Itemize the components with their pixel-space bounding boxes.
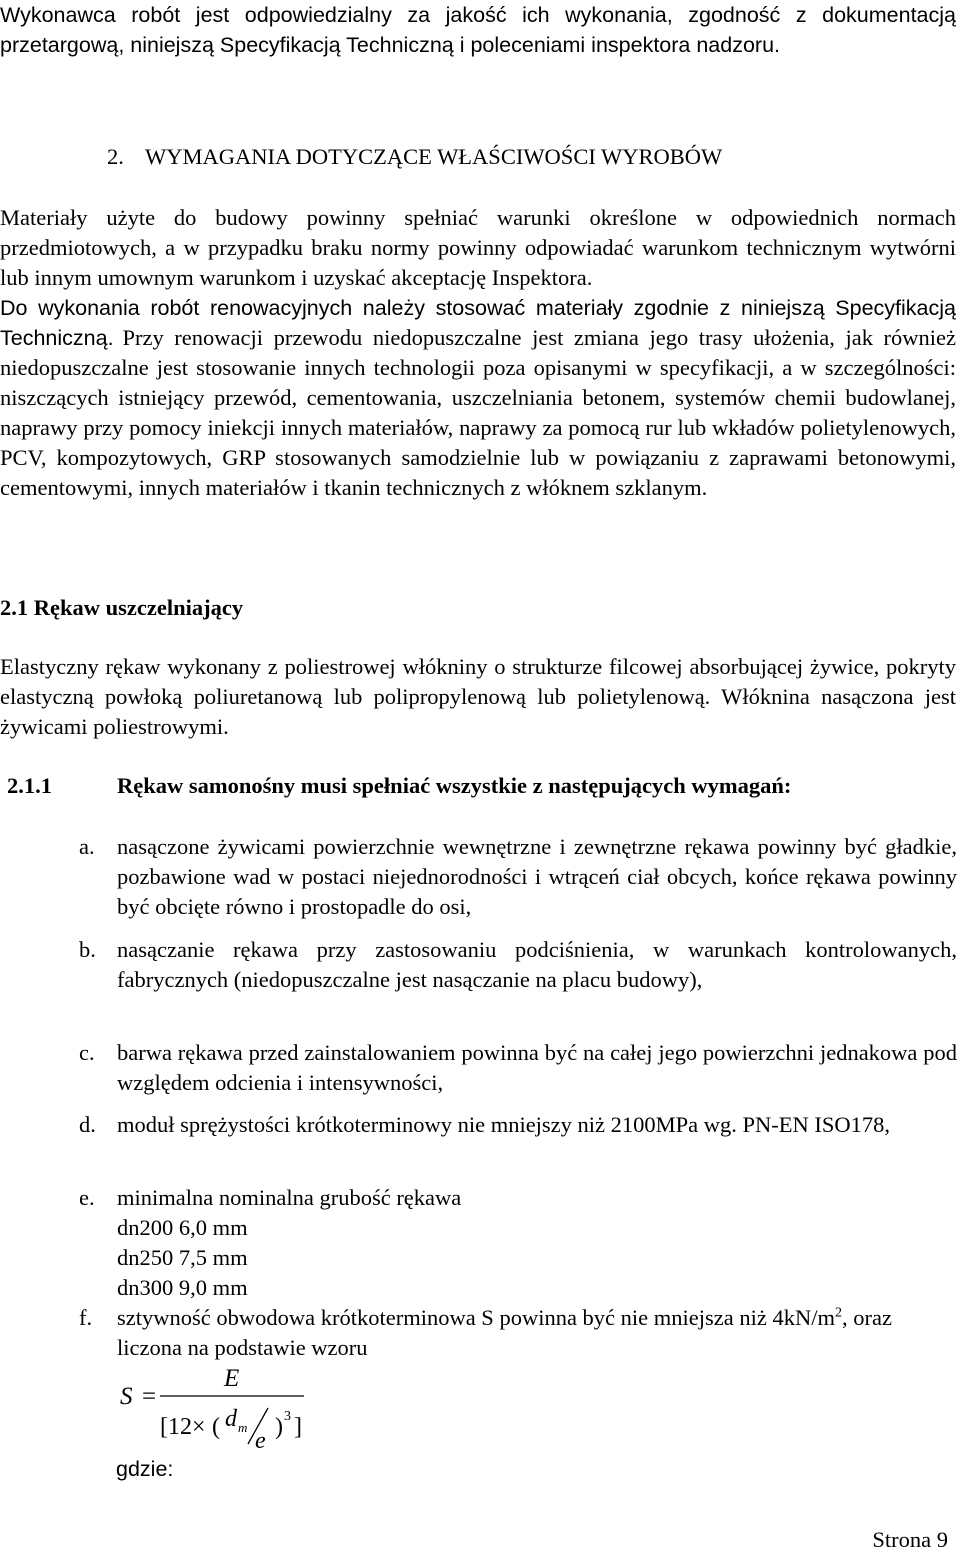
para2-rest: Przy renowacji przewodu niedopuszczalne jest zmiana jego trasy ułożenia, jak również niedopuszczalne jest stosowanie innych technologii poza opisanymi w specyfikacji, a w szczególności: niszczących istniejący przewód, cementowania, uszczelniania betonem, systemów chemii budowlanej, naprawy przy pomocy iniekcji innych materiałów, naprawy za pomocą rur lub wkładów polietylenowych, PCV, kompozytowych, GRP stosowanych samodzielnie lub w powiązaniu z zaprawami betonowymi, cementowymi, innych materiałów i tkanin technicznych z włóknem szklanym. — [0, 325, 957, 500]
list-text: barwa rękawa przed zainstalowaniem powinna być na całej jego powierzchni jednakowa pod względem odcienia i intensywności, — [117, 1040, 957, 1095]
list-text — [117, 1183, 957, 1303]
para2-lead: Do wykonania robót renowacyjnych należy stosować materiały zgodnie z niniejszą Specyfikacją Techniczną. — [0, 296, 956, 350]
list-label: b. — [79, 937, 96, 962]
formula-bracket-close: ] — [294, 1414, 302, 1440]
formula-cube: 3 — [284, 1409, 291, 1424]
section-2-heading — [107, 144, 722, 170]
section-2-1-1-heading — [7, 773, 791, 799]
list-text: nasączone żywicami powierzchnie wewnętrzne i zewnętrzne rękawa powinny być gładkie, pozbawione wad w postaci niejednorodności i wtrąceń ciał obcych, końce rękawa powinny być obcięte równo i prostopadle do osi, — [117, 834, 957, 919]
formula-equals: = — [142, 1383, 157, 1410]
formula-paren-close: ) — [275, 1414, 283, 1440]
list-item-d — [79, 1110, 957, 1140]
size-dn300: dn300 9,0 mm — [117, 1275, 248, 1300]
list-text — [117, 1303, 957, 1363]
section-2-title: WYMAGANIA DOTYCZĄCE WŁAŚCIWOŚCI WYROBÓW — [145, 144, 723, 169]
section-2-1-1-number: 2.1.1 — [7, 773, 52, 798]
formula-lhs: S — [120, 1383, 133, 1410]
list-label: e. — [79, 1185, 95, 1210]
formula-bracket-open: [12 — [160, 1414, 192, 1440]
list-label: c. — [79, 1040, 95, 1065]
formula-times: × — [192, 1414, 206, 1440]
section-2-1-heading: 2.1 Rękaw uszczelniający — [0, 595, 244, 620]
formula-d: d — [225, 1406, 237, 1432]
formula-numerator: E — [224, 1365, 240, 1392]
section-2-1-1-title: Rękaw samonośny musi spełniać wszystkie z następujących wymagań: — [117, 773, 792, 798]
list-item-b — [79, 935, 957, 995]
section-2-1-paragraph: Elastyczny rękaw wykonany z poliestrowej włókniny o strukturze filcowej absorbującej żywice, pokryty elastyczną powłoką poliuretanową lub polipropylenową lub polietylenową. Włóknina nasączona jest żywicami poliestrowymi. — [0, 654, 956, 739]
list-text: nasączanie rękawa przy zastosowaniu podciśnienia, w warunkach kontrolowanych, fabrycznych (niedopuszczalne jest nasączanie na placu budowy), — [117, 937, 957, 992]
where-label: gdzie: — [116, 1457, 174, 1481]
list-item-a — [79, 832, 957, 922]
stiffness-formula — [118, 1360, 378, 1450]
page-number: Strona 9 — [872, 1527, 948, 1552]
list-item-c — [79, 1038, 957, 1098]
item-f-sup: 2 — [835, 1305, 842, 1321]
formula-e: e — [255, 1428, 266, 1450]
size-dn250: dn250 7,5 mm — [117, 1245, 248, 1270]
section-2-number: 2. — [107, 144, 124, 169]
formula-sub-m: m — [238, 1420, 248, 1435]
item-f-text-a: sztywność obwodowa krótkoterminowa S powinna być nie mniejsza niż 4kN/m — [117, 1305, 835, 1330]
list-text: moduł sprężystości krótkoterminowy nie mniejszy niż 2100MPa wg. PN-EN ISO178, — [117, 1112, 891, 1137]
list-item-f — [79, 1303, 957, 1363]
section-2-paragraph-1: Materiały użyte do budowy powinny spełniać warunki określone w odpowiednich normach przedmiotowych, a w przypadku braku normy powinny odpowiadać warunkom technicznym wytwórni lub innym umownym warunkom i uzyskać akceptację Inspektora. — [0, 205, 956, 290]
list-item-e — [79, 1183, 957, 1303]
section-2-paragraph-2 — [0, 293, 956, 503]
item-f-text-b: , oraz liczona na podstawie wzoru — [117, 1305, 892, 1360]
list-label: a. — [79, 834, 95, 859]
size-dn200: dn200 6,0 mm — [117, 1215, 248, 1240]
list-label: f. — [79, 1305, 93, 1330]
formula-paren-open: ( — [212, 1414, 220, 1440]
list-label: d. — [79, 1112, 96, 1137]
intro-paragraph: Wykonawca robót jest odpowiedzialny za jakość ich wykonania, zgodność z dokumentacją przetargową, niniejszą Specyfikacją Techniczną i poleceniami inspektora nadzoru. — [0, 3, 956, 57]
item-e-text: minimalna nominalna grubość rękawa — [117, 1185, 462, 1210]
